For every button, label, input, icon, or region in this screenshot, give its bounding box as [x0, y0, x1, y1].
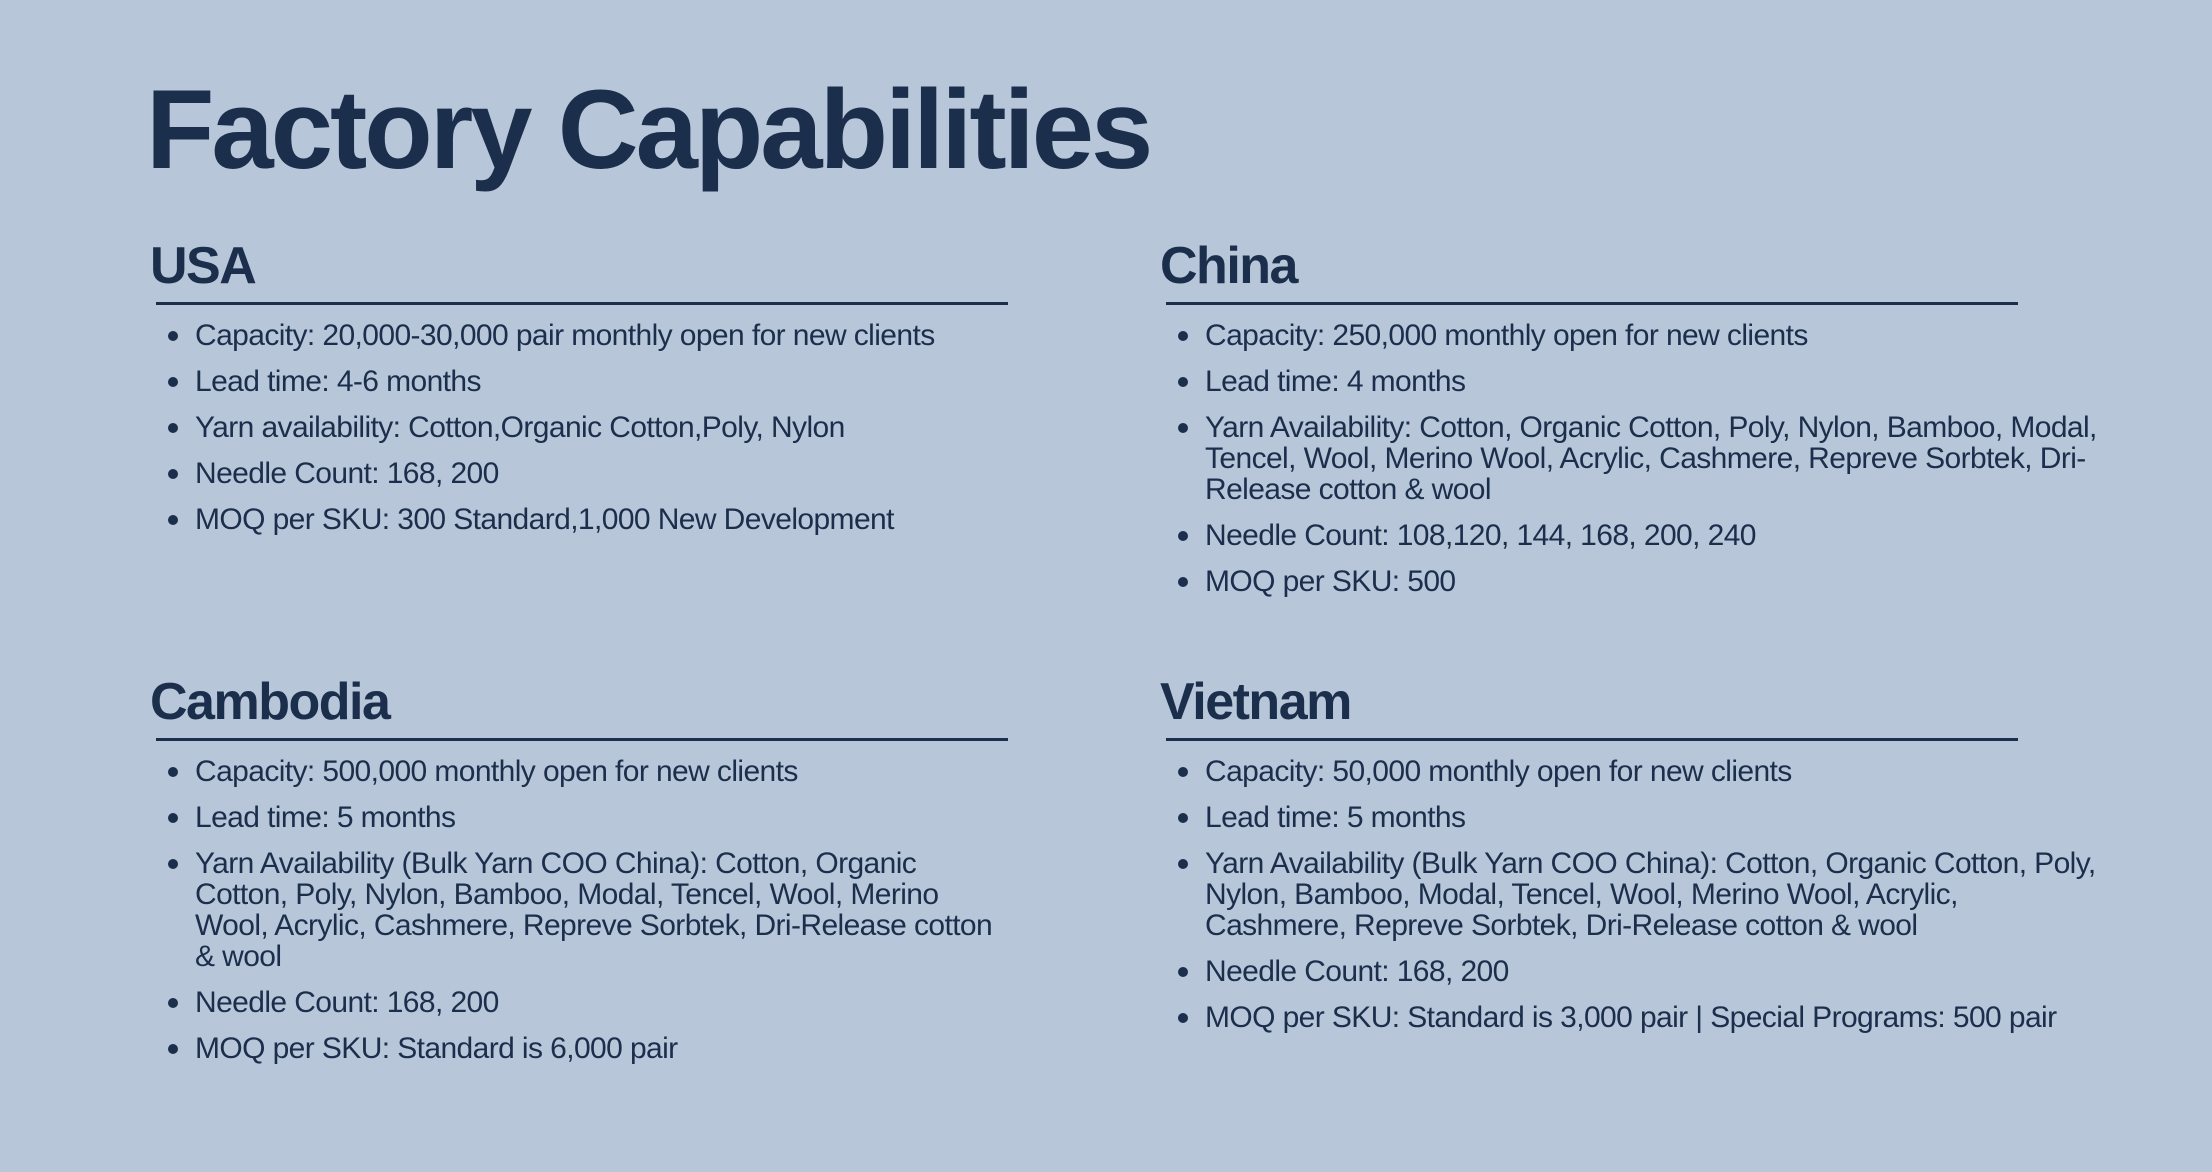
bullet-dot-icon: [168, 377, 178, 387]
section-heading-vietnam: Vietnam: [1160, 673, 1351, 731]
section-cambodia: [148, 672, 1008, 1064]
list-item: [148, 802, 1015, 833]
section-heading-china: China: [1160, 237, 1297, 295]
bullet-text: Capacity: 20,000-30,000 pair monthly open for new clients: [195, 319, 935, 352]
bullet-dot-icon: [168, 469, 178, 479]
bullet-text: Lead time: 5 months: [1205, 801, 1466, 834]
bullet-dot-icon: [1178, 813, 1188, 823]
list-item: [1158, 366, 2105, 397]
bullet-dot-icon: [1178, 331, 1188, 341]
bullet-list-china: [1158, 319, 2097, 598]
list-item: [1158, 412, 2105, 505]
list-item: [1158, 1002, 2105, 1033]
list-item: [148, 458, 1008, 489]
bullet-dot-icon: [168, 767, 178, 777]
bullet-dot-icon: [168, 423, 178, 433]
bullet-text: Needle Count: 168, 200: [195, 986, 499, 1019]
list-item: [148, 1033, 1015, 1064]
list-item: [148, 756, 1015, 787]
list-item: [1158, 320, 2105, 351]
section-china: [1158, 236, 2097, 598]
bullet-text: Capacity: 50,000 monthly open for new clients: [1205, 755, 1792, 788]
bullet-text: Lead time: 4-6 months: [195, 365, 481, 398]
bullet-dot-icon: [1178, 859, 1188, 869]
section-divider: [1166, 302, 2018, 305]
bullet-text: Yarn availability: Cotton,Organic Cotton,Poly, Nylon: [195, 411, 845, 444]
bullet-text: Capacity: 250,000 monthly open for new clients: [1205, 319, 1808, 352]
bullet-dot-icon: [1178, 967, 1188, 977]
list-item: [148, 320, 1008, 351]
bullet-dot-icon: [168, 515, 178, 525]
bullet-text: Needle Count: 108,120, 144, 168, 200, 240: [1205, 519, 1756, 552]
section-divider: [156, 302, 1008, 305]
list-item: [148, 412, 1008, 443]
bullet-text: Capacity: 500,000 monthly open for new clients: [195, 755, 798, 788]
bullet-text: Yarn Availability (Bulk Yarn COO China): Cotton, Organic Cotton, Poly, Nylon, Bamboo, Modal, Tencel, Wool, Merino Wool, Acrylic, Cashmere, Repreve Sorbtek, Dri-Release cotton & wool: [195, 847, 993, 973]
list-item: [148, 366, 1008, 397]
bullet-dot-icon: [1178, 1013, 1188, 1023]
bullet-dot-icon: [1178, 377, 1188, 387]
bullet-text: Yarn Availability (Bulk Yarn COO China): Cotton, Organic Cotton, Poly, Nylon, Bamboo, Modal, Tencel, Wool, Merino Wool, Acrylic, Cashmere, Repreve Sorbtek, Dri-Release cotton & wool: [1205, 847, 2096, 942]
list-item: [1158, 520, 2105, 551]
bullet-text: Needle Count: 168, 200: [1205, 955, 1509, 988]
bullet-text: Lead time: 4 months: [1205, 365, 1466, 398]
list-item: [148, 987, 1015, 1018]
bullet-dot-icon: [168, 331, 178, 341]
section-heading-usa: USA: [150, 237, 256, 295]
bullet-dot-icon: [168, 813, 178, 823]
bullet-list-usa: [148, 320, 1008, 535]
bullet-text: Needle Count: 168, 200: [195, 457, 499, 490]
section-vietnam: [1158, 672, 2096, 1034]
list-item: [1158, 848, 2105, 941]
list-item: [1158, 566, 2105, 597]
bullet-dot-icon: [1178, 423, 1188, 433]
bullet-dot-icon: [168, 1044, 178, 1054]
list-item: [1158, 956, 2105, 987]
bullet-text: MOQ per SKU: Standard is 3,000 pair | Special Programs: 500 pair: [1205, 1001, 2057, 1034]
section-heading-cambodia: Cambodia: [150, 673, 390, 731]
bullet-text: MOQ per SKU: Standard is 6,000 pair: [195, 1032, 678, 1065]
bullet-text: MOQ per SKU: 300 Standard,1,000 New Development: [195, 503, 894, 536]
bullet-text: MOQ per SKU: 500: [1205, 565, 1456, 598]
page-title: Factory Capabilities: [146, 67, 1151, 192]
bullet-dot-icon: [168, 859, 178, 869]
bullet-dot-icon: [1178, 767, 1188, 777]
list-item: [148, 504, 1008, 535]
bullet-list-cambodia: [148, 756, 1008, 1064]
bullet-list-vietnam: [1158, 755, 2096, 1034]
list-item: [1158, 756, 2105, 787]
list-item: [148, 848, 1015, 972]
section-divider: [156, 738, 1008, 741]
bullet-dot-icon: [1178, 577, 1188, 587]
list-item: [1158, 802, 2105, 833]
bullet-text: Yarn Availability: Cotton, Organic Cotton, Poly, Nylon, Bamboo, Modal, Tencel, Wool, Merino Wool, Acrylic, Cashmere, Repreve Sorbtek, Dri-Release cotton & wool: [1205, 411, 2097, 506]
section-usa: [148, 236, 1008, 535]
section-divider: [1166, 738, 2018, 741]
bullet-text: Lead time: 5 months: [195, 801, 456, 834]
bullet-dot-icon: [168, 998, 178, 1008]
bullet-dot-icon: [1178, 531, 1188, 541]
